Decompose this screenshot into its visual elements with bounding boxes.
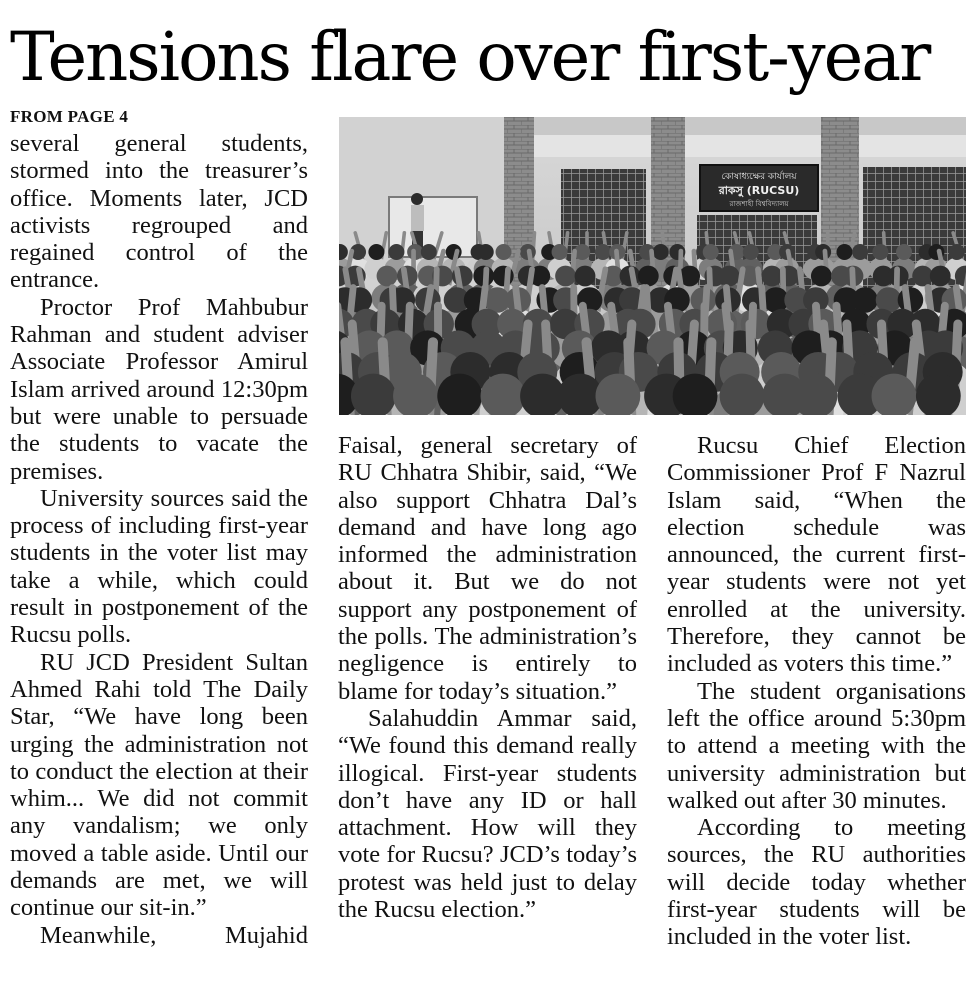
sign-text-line-2: রাকসু (RUCSU) bbox=[718, 184, 800, 197]
paragraph: RU JCD President Sultan Ahmed Rahi told The Daily Star, “We have long been urging the administration not to conduct the election at their whim... We did not commit any vandalism; we only moved a table aside. Until our demands are met, we will continue our sit-in.” bbox=[10, 648, 308, 922]
paragraph: According to meeting sources, the RU authorities will decide today whether first-year students will be included in the voter list. bbox=[667, 814, 966, 951]
article-column-3 bbox=[667, 432, 966, 951]
paragraph: Meanwhile, Mujahid bbox=[40, 921, 308, 949]
paragraph: Faisal, general secretary of RU Chhatra Shibir, said, “We also support Chhatra Dal’s demand and have long ago informed the administration about it. But we do not support any postponement of the polls. The administration’s negligence is entirely to blame for today’s situation.” bbox=[338, 432, 637, 705]
sign-text-line-3: রাজশাহী বিশ্ববিদ্যালয় bbox=[729, 200, 789, 208]
paragraph: University sources said the process of including first-year students in the voter list may take a while, which could result in postponement of the Rucsu polls. bbox=[10, 484, 308, 649]
continued-from-label: FROM PAGE 4 bbox=[10, 107, 129, 126]
paragraph: Salahuddin Ammar said, “We found this demand really illogical. First-year students don’t have any ID or hall attachment. How will they vote for Rucsu? JCD’s today’s protest was held just to delay the Rucsu election.” bbox=[338, 704, 637, 924]
article-column-1 bbox=[10, 130, 308, 949]
paragraph: several general students, stormed into the treasurer’s office. Moments later, JCD activists regrouped and regained control of the entrance. bbox=[10, 130, 308, 294]
paragraph: The student organisations left the office around 5:30pm to attend a meeting with the university administration but walked out after 30 minutes. bbox=[667, 677, 966, 814]
paragraph: Rucsu Chief Election Commissioner Prof F Nazrul Islam said, “When the election schedule was announced, the current first-year students were not yet enrolled at the university. Therefore, they cannot be included as voters this time.” bbox=[667, 432, 966, 678]
protest-photo bbox=[339, 117, 966, 415]
sign-text-line-1: কোষাধ্যক্ষের কার্যালয় bbox=[721, 172, 797, 182]
article-column-2 bbox=[338, 432, 637, 923]
paragraph: Proctor Prof Mahbubur Rahman and student adviser Associate Professor Amirul Islam arrived around 12:30pm but were unable to persuade the students to vacate the premises. bbox=[10, 293, 308, 485]
headline: Tensions flare over first-year bbox=[10, 18, 930, 96]
